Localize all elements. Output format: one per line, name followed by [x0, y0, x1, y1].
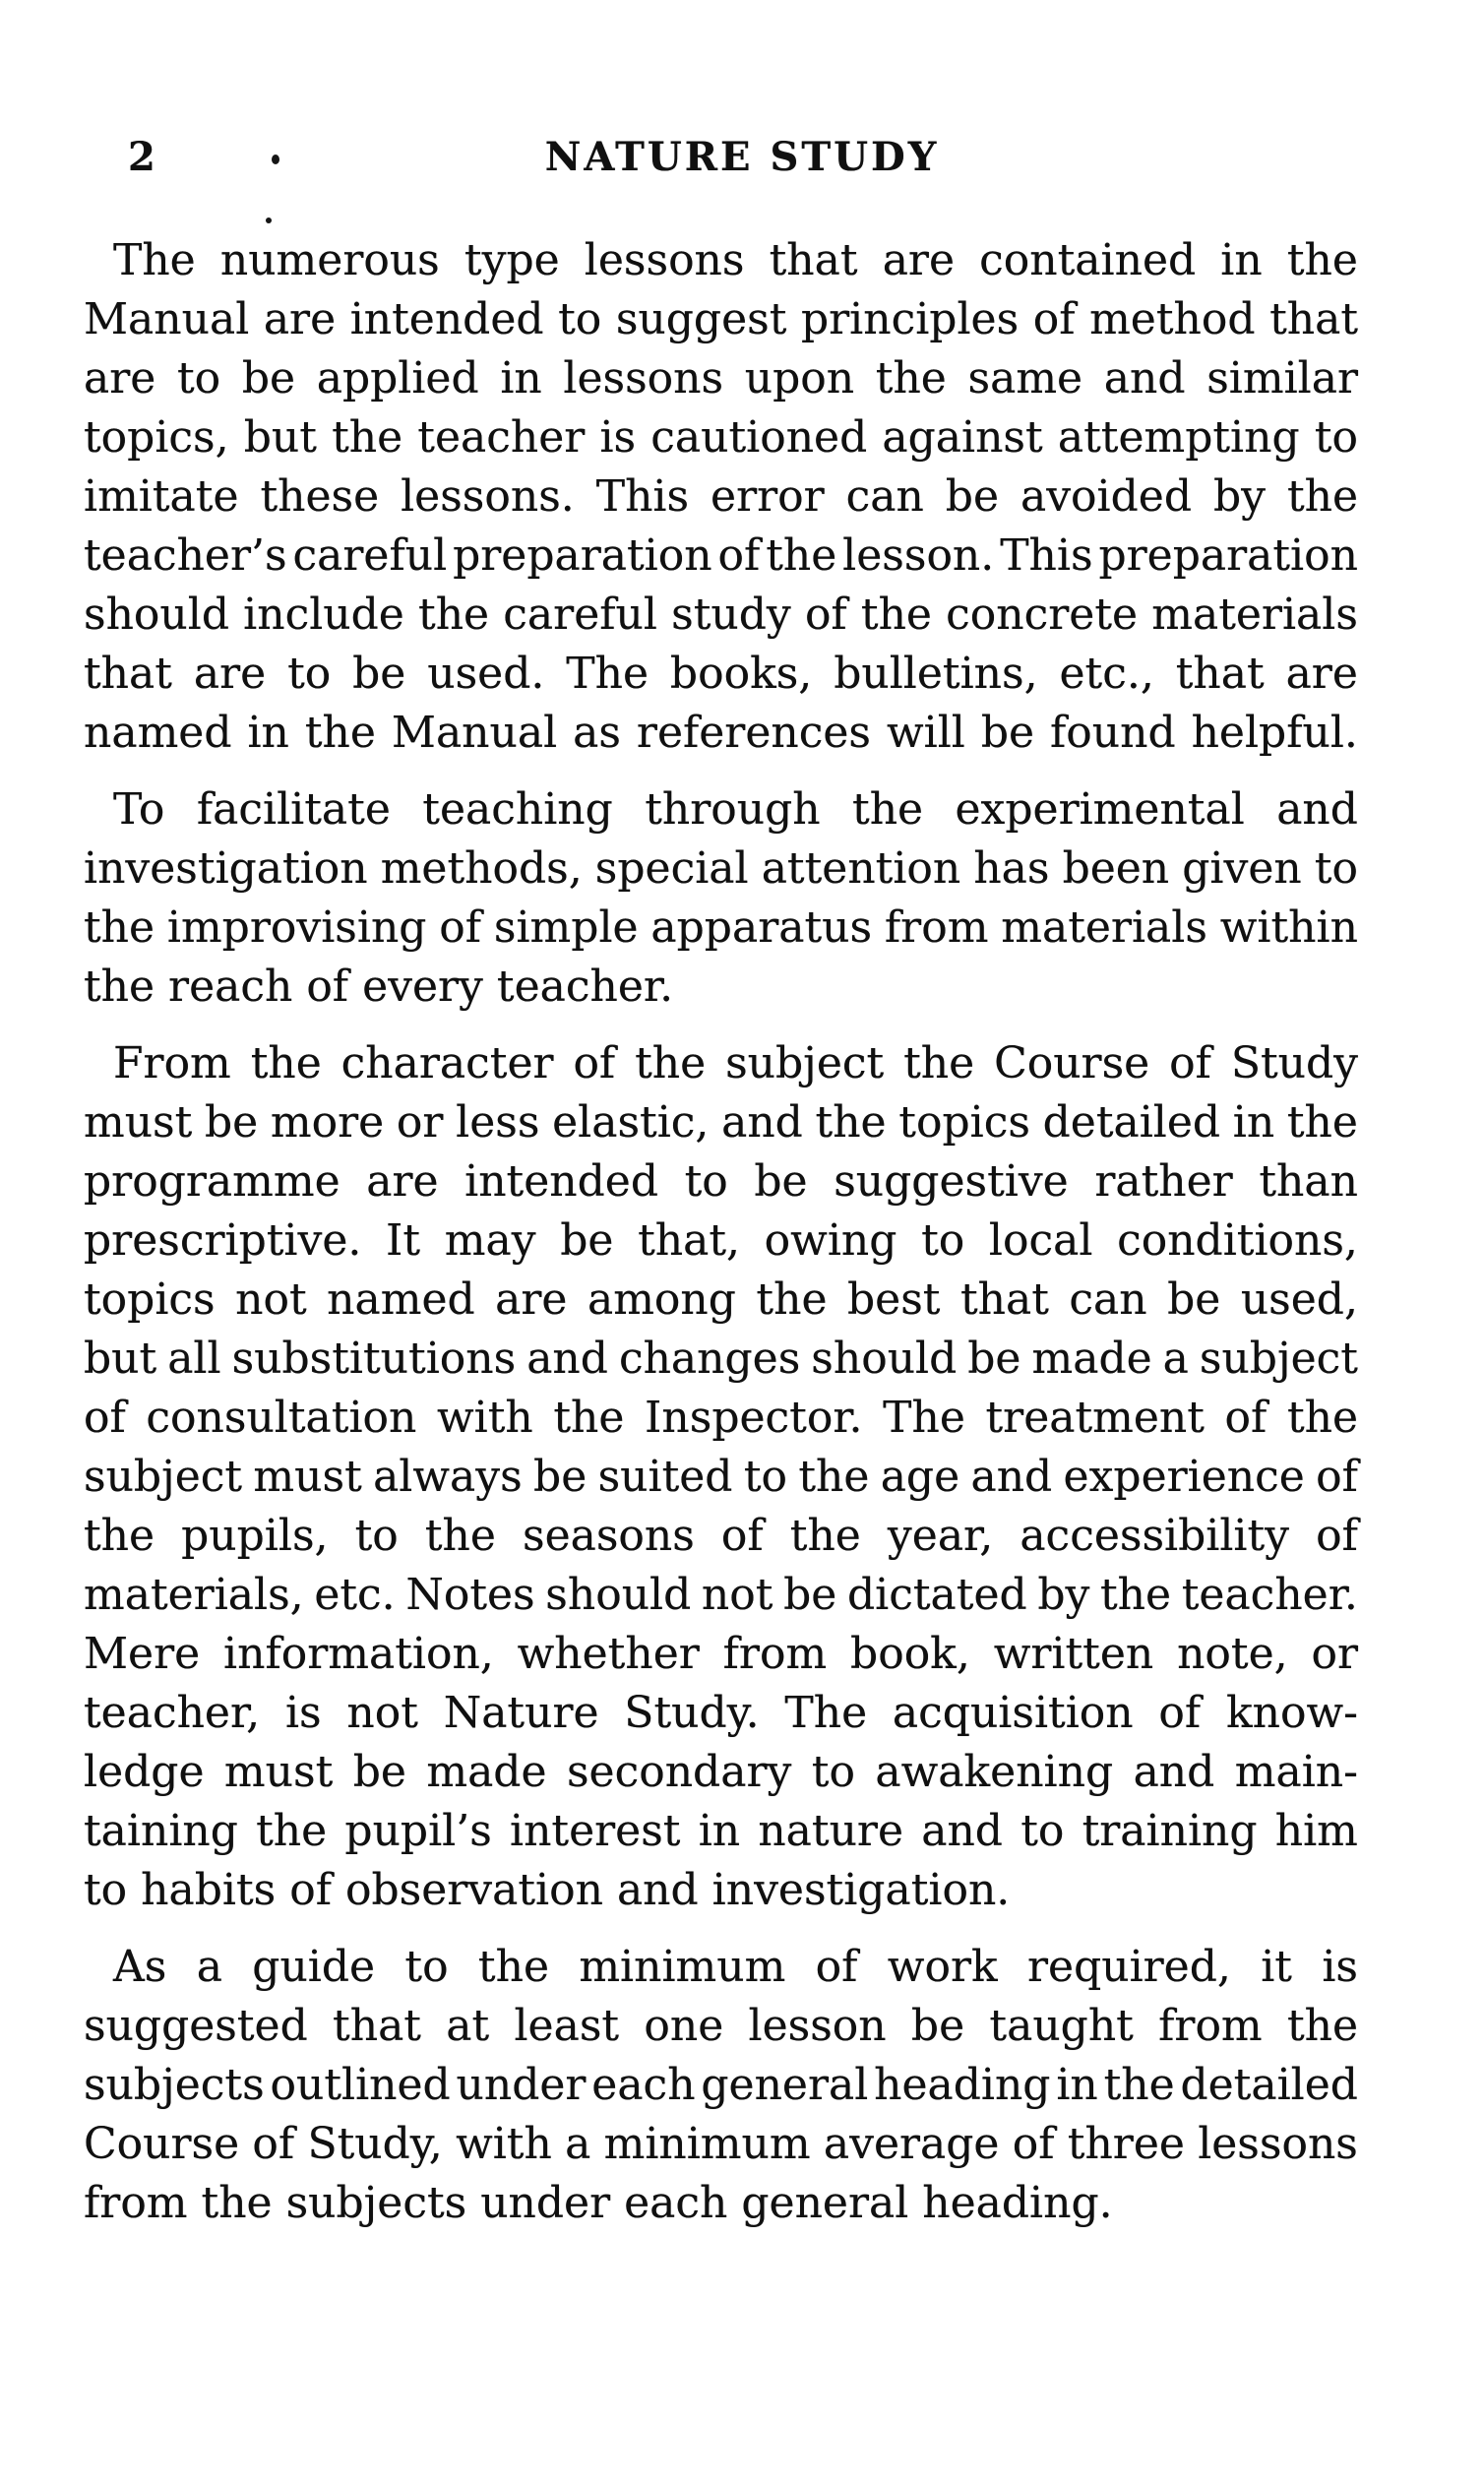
paragraph [84, 231, 1358, 763]
text-line: subjects outlined under each general heading in the detailed [84, 2060, 1358, 2110]
text-line: but all substitutions and changes should be made a subject [84, 1334, 1358, 1384]
page-title: NATURE STUDY [544, 134, 940, 180]
page-number: 2 [128, 134, 155, 180]
text-line: from the subjects under each general heading. [84, 2178, 1113, 2228]
text-line: Mere information, whether from book, written note, or [84, 1629, 1358, 1679]
text-line: taining the pupil’s interest in nature and to training him [84, 1806, 1358, 1856]
text-line: the pupils, to the seasons of the year, accessibility of [84, 1511, 1358, 1561]
text-line: must be more or less elastic, and the topics detailed in the [84, 1097, 1358, 1148]
text-line: materials, etc. Notes should not be dictated by the teacher. [84, 1570, 1358, 1620]
text-line: teacher’s careful preparation of the lesson. This preparation [84, 530, 1358, 581]
text-line: investigation methods, special attention has been given to [84, 843, 1358, 894]
paragraph [84, 1034, 1358, 1920]
text-line: The numerous type lessons that are contained in the [113, 235, 1358, 285]
ink-speck-icon [266, 217, 272, 223]
text-line: topics not named are among the best that can be used, [84, 1274, 1358, 1325]
text-line: teacher, is not Nature Study. The acquisition of know- [84, 1688, 1358, 1738]
text-line: To facilitate teaching through the experimental and [113, 784, 1358, 835]
text-line: prescriptive. It may be that, owing to local conditions, [84, 1215, 1358, 1266]
text-line: imitate these lessons. This error can be avoided by the [84, 471, 1358, 522]
text-line: the reach of every teacher. [84, 962, 674, 1012]
text-line: of consultation with the Inspector. The treatment of the [84, 1393, 1358, 1443]
paragraph [84, 1938, 1358, 2233]
text-line: suggested that at least one lesson be taught from the [84, 2001, 1358, 2051]
text-line: the improvising of simple apparatus from materials within [84, 902, 1358, 953]
text-line: named in the Manual as references will be found helpful. [84, 708, 1358, 758]
text-line: programme are intended to be suggestive rather than [84, 1156, 1358, 1207]
text-line: From the character of the subject the Course of Study [113, 1038, 1358, 1088]
paragraph [84, 780, 1358, 1017]
text-line: topics, but the teacher is cautioned against attempting to [84, 412, 1358, 463]
text-line: ledge must be made secondary to awakening and main- [84, 1747, 1358, 1797]
ink-speck-icon [272, 155, 279, 164]
text-line: should include the careful study of the concrete materials [84, 590, 1358, 640]
text-line: subject must always be suited to the age and experience of [84, 1452, 1358, 1502]
text-line: to habits of observation and investigation. [84, 1865, 1011, 1915]
text-line: Course of Study, with a minimum average of three lessons [84, 2119, 1358, 2169]
text-line: are to be applied in lessons upon the same and similar [84, 353, 1358, 404]
body-text [84, 231, 1358, 2251]
text-line: As a guide to the minimum of work required, it is [113, 1942, 1358, 1992]
text-line: that are to be used. The books, bulletins, etc., that are [84, 649, 1358, 699]
text-line: Manual are intended to suggest principles of method that [84, 294, 1358, 344]
